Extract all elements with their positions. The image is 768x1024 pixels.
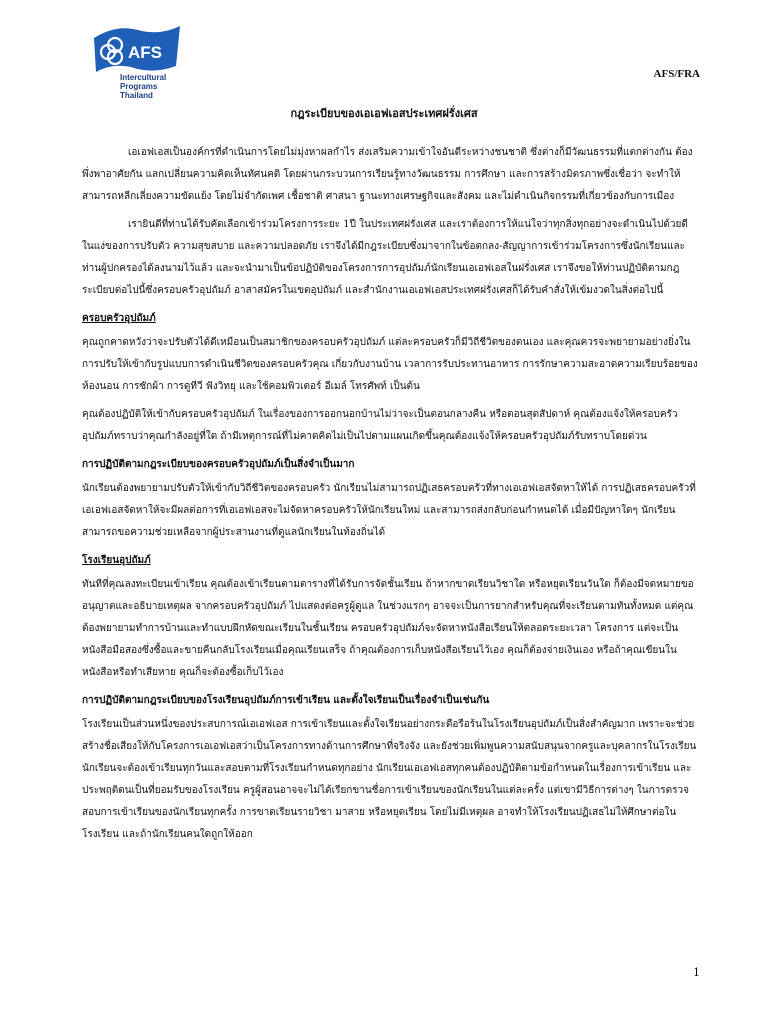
org-code: AFS/FRA [653,68,700,80]
document-body [82,142,700,852]
family-rules-paragraph: นักเรียนต้องพยายามปรับตัวให้เข้ากับวิถีชีวิตของครอบครัว นักเรียนไม่สามารถปฏิเสธครอบครัวที่ทางเอเอฟเอสจัดหาให้ได้ การปฏิเสธครอบครัวที่เอเอฟเอสจัดหาให้จะมีผลต่อการที่เอเอฟเอสจะไม่จัดหาครอบครัวให้นักเรียนใหม่ และสามารถส่งกลับก่อนกำหนดได้ เมื่อมีปัญหาใดๆ นักเรียนสามารถขอความช่วยเหลือจากผู้ประสานงานที่ดูแลนักเรียนในท้องถิ่นได้ [82,483,696,538]
afs-logo-graphic [88,22,184,102]
document-title: กฎระเบียบของเอเอฟเอสประเทศฝรั่งเศส [290,107,478,120]
section-heading-school-rules: การปฏิบัติตามกฎระเบียบของโรงเรียนอุปถัมภ์การเข้าเรียน และตั้งใจเรียนเป็นเรื่องจำเป็นเช่นกัน [82,695,490,706]
intro-paragraph-2: เรายินดีที่ท่านได้รับคัดเลือกเข้าร่วมโครงการระยะ 1ปี ในประเทศฝรั่งเศส และเราต้องการให้แน่ใจว่าทุกสิ่งทุกอย่างจะดำเนินไปด้วยดี ในแง่ของการปรับตัว ความสุขสบาย และความปลอดภัย เราจึงได้มีกฎระเบียบซึ่งมาจากในข้อตกลง-สัญญาการเข้าร่วมโครงการซึ่งนักเรียนและท่านผู้ปกครองได้ลงนามไว้แล้ว และจะนำมาเป็นข้อปฏิบัติของโครงการการอุปถัมภ์นักเรียนเอเอฟเอสในฝรั่งเศส เราจึงขอให้ท่านปฏิบัติตามกฎระเบียบต่อไปนี้ซึ่งครอบครัวอุปถัมภ์ อาสาสมัครในเขตอุปถัมภ์ และสำนักงานเอเอฟเอสประเทศฝรั่งเศสก็ได้รับคำสั่งให้เข้มงวดในสิ่งต่อไปนี้ [82,219,688,296]
page-number: 1 [693,966,700,979]
school-rules-paragraph: โรงเรียนเป็นส่วนหนึ่งของประสบการณ์เอเอฟเอส การเข้าเรียนและตั้งใจเรียนอย่างกระตือรือร้นในโรงเรียนอุปถัมภ์เป็นสิ่งสำคัญมาก เพราะจะช่วยสร้างชื่อเสียงให้กับโครงการเอเอฟเอสว่าเป็นโครงการทางด้านการศึกษาที่จริงจัง และยังช่วยเพิ่มพูนความสนับสนุนจากครูและบุคลากรในโรงเรียน นักเรียนจะต้องเข้าเรียนทุกวันและสอบตามที่โรงเรียนกำหนดทุกอย่าง นักเรียนเอเอฟเอสทุกคนต้องปฏิบัติตามข้อกำหนดในเรื่องการเข้าเรียน และประพฤติตนเป็นที่ยอมรับของโรงเรียน ครูผู้สอนอาจจะไม่ได้เรียกขานชื่อการเข้าเรียนของนักเรียนในแต่ละครั้ง แต่เขามีวิธีการต่างๆ ในการตรวจสอบการเข้าเรียนของนักเรียนทุกครั้ง การขาดเรียนรายวิชา มาสาย หรือหยุดเรียน โดยไม่มีเหตุผล อาจทำให้โรงเรียนปฏิเสธไม่ให้ศึกษาต่อในโรงเรียน และถ้านักเรียนคนใดถูกให้ออก [82,719,697,840]
logo-line-3: Thailand [120,91,153,100]
afs-logo [88,22,184,102]
logo-wordmark: AFS [128,43,162,62]
logo-line-2: Programs [120,82,158,91]
section-heading-host-school: โรงเรียนอุปถัมภ์ [82,555,151,566]
section-heading-host-family: ครอบครัวอุปถัมภ์ [82,313,156,324]
host-family-paragraph-1: คุณถูกคาดหวังว่าจะปรับตัวได้ดีเหมือนเป็นสมาชิกของครอบครัวอุปถัมภ์ แต่ละครอบครัวก็มีวิถีชีวิตของตนเอง และคุณควรจะพยายามอย่างยิ่งในการปรับให้เข้ากับรูปแบบการดำเนินชีวิตของครอบครัวคุณ เกี่ยวกับงานบ้าน เวลาการรับประทานอาหาร การรักษาความสะอาดความเรียบร้อยของห้องนอน การซักผ้า การดูทีวี ฟังวิทยุ และใช้คอมพิวเตอร์ อีเมล์ โทรศัพท์ เป็นต้น [82,337,698,392]
host-family-paragraph-2: คุณต้องปฏิบัติให้เข้ากับครอบครัวอุปถัมภ์ ในเรื่องของการออกนอกบ้านไม่ว่าจะเป็นตอนกลางคืน หรือตอนสุดสัปดาห์ คุณต้องแจ้งให้ครอบครัวอุปถัมภ์ทราบว่าคุณกำลังอยู่ที่ใด ถ้ามีเหตุการณ์ที่ไม่คาดคิดไม่เป็นไปตามแผนเกิดขึ้นคุณต้องแจ้งให้ครอบครัวอุปถัมภ์รับทราบโดยด่วน [82,409,678,442]
intro-paragraph-1: เอเอฟเอสเป็นองค์กรที่ดำเนินการโดยไม่มุ่งหาผลกำไร ส่งเสริมความเข้าใจอันดีระหว่างชนชาติ ซึ่งต่างก็มีวัฒนธรรมที่แตกต่างกัน ต้องพึ่งพาอาศัยกัน แลกเปลี่ยนความคิดเห็นทัศนคติ โดยผ่านกระบวนการเรียนรู้ทางวัฒนธรรม การศึกษา และการสร้างมิตรภาพซึ่งเชื่อว่า จะทำให้สามารถหลีกเลี่ยงความขัดแย้ง โดยไม่จำกัดเพศ เชื้อชาติ ศาสนา ฐานะทางเศรษฐกิจและสังคม และไม่ดำเนินกิจกรรมที่เกี่ยวข้องกับการเมือง [82,147,693,202]
logo-line-1: Intercultural [120,73,167,82]
section-heading-family-rules: การปฏิบัติตามกฎระเบียบของครอบครัวอุปถัมภ์เป็นสิ่งจำเป็นมาก [82,459,355,470]
host-school-paragraph: ทันทีที่คุณลงทะเบียนเข้าเรียน คุณต้องเข้าเรียนตามตารางที่ได้รับการจัดชั้นเรียน ถ้าหากขาดเรียนวิชาใด หรือหยุดเรียนวันใด ก็ต้องมีจดหมายขออนุญาตและอธิบายเหตุผล จากครอบครัวอุปถัมภ์ ไปแสดงต่อครูผู้ดูแล ในช่วงแรกๆ อาจจะเป็นการยากสำหรับคุณที่จะเรียนตามทันทั้งหมด แต่คุณต้องพยายามทำการบ้านและทำแบบฝึกหัดขณะเรียนในชั้นเรียน ครอบครัวอุปถัมภ์จะจัดหาหนังสือเรียนให้ตลอดระยะเวลา โครงการ แต่จะเป็นหนังสือมือสองซึ่งซื้อและขายคืนกลับโรงเรียนเมื่อคุณเรียนเสร็จ ถ้าคุณต้องการเก็บหนังสือเรียนไว้เอง คุณก็ต้องจ่ายเงินเอง หรือถ้าคุณเขียนในหนังสือหรือทำเสียหาย คุณก็จะต้องซื้อเก็บไว้เอง [82,579,694,678]
